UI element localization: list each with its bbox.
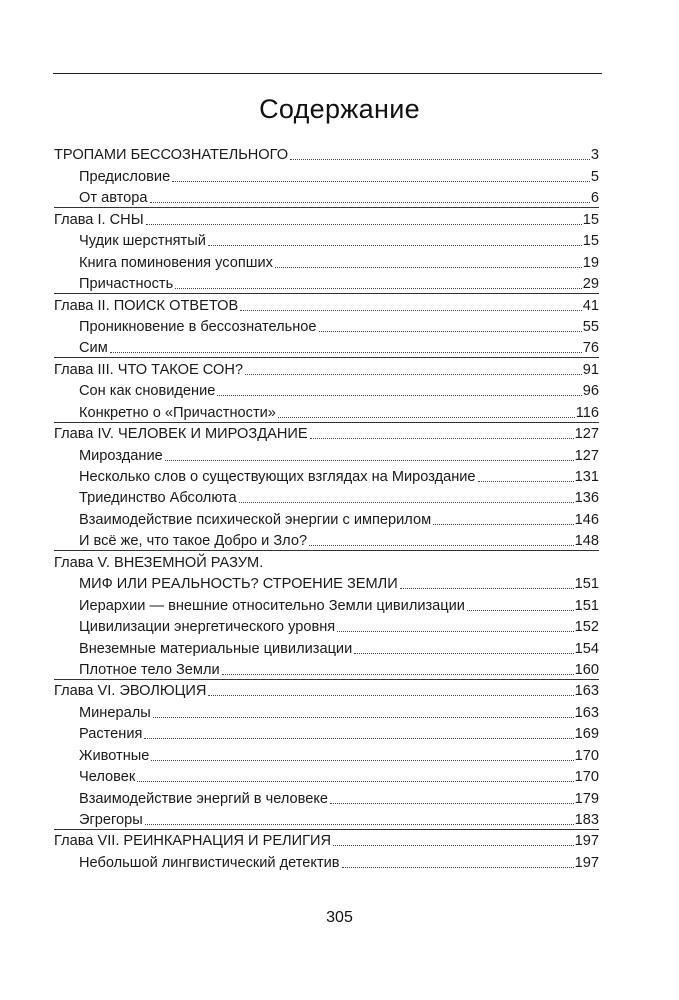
toc-entry-page: 170	[574, 747, 599, 764]
toc-entry-title: Внеземные материальные цивилизации	[79, 640, 353, 657]
toc-entry-page: 197	[574, 854, 599, 871]
dot-leader	[310, 438, 574, 439]
toc-entry-page: 146	[574, 511, 599, 528]
toc-entry-page: 15	[582, 233, 599, 250]
toc-chapter-entry[interactable]	[54, 550, 599, 571]
toc-section-entry[interactable]	[54, 400, 599, 422]
dot-leader	[175, 288, 582, 289]
toc-entry-title: От автора	[79, 190, 148, 207]
toc-section-entry[interactable]	[54, 593, 599, 614]
toc-entry-page: 91	[582, 361, 599, 378]
toc-entry-page: 41	[582, 297, 599, 314]
toc-entry-title: Цивилизации энергетического уровня	[79, 619, 336, 636]
toc-entry-title: И всё же, что такое Добро и Зло?	[79, 533, 308, 550]
toc-section-entry[interactable]	[54, 465, 599, 486]
toc-section-entry[interactable]	[54, 379, 599, 400]
toc-entry-page: 183	[574, 812, 599, 828]
dot-leader	[467, 610, 574, 611]
toc-section-entry[interactable]	[54, 443, 599, 464]
toc-entry-title: Глава IV. ЧЕЛОВЕК И МИРОЗДАНИЕ	[54, 426, 308, 443]
toc-entry-page: 152	[574, 619, 599, 636]
dot-leader	[208, 695, 573, 696]
toc-chapter-entry[interactable]	[54, 143, 599, 164]
toc-chapter-entry[interactable]	[54, 679, 599, 700]
toc-chapter-entry[interactable]	[54, 829, 599, 850]
toc-entry-page: 170	[574, 769, 599, 786]
toc-section-entry[interactable]	[54, 507, 599, 528]
toc-entry-title: Растения	[79, 726, 143, 743]
toc-entry-title: Проникновение в бессознательное	[79, 318, 317, 335]
dot-leader	[290, 159, 590, 160]
toc-section-entry[interactable]	[54, 658, 599, 680]
dot-leader	[309, 545, 574, 546]
toc-entry-title: Книга поминовения усопших	[79, 254, 273, 271]
dot-leader	[222, 674, 574, 675]
toc-entry-title: Эгрегоры	[79, 812, 143, 828]
dot-leader	[330, 803, 574, 804]
dot-leader	[217, 395, 581, 396]
toc-section-entry[interactable]	[54, 765, 599, 786]
toc-entry-page: 6	[590, 190, 599, 207]
toc-entry-title: Небольшой лингвистический детектив	[79, 854, 340, 871]
dot-leader	[275, 267, 582, 268]
toc-chapter-entry[interactable]	[54, 207, 599, 228]
toc-section-entry[interactable]	[54, 486, 599, 507]
toc-entry-page: 19	[582, 254, 599, 271]
dot-leader	[319, 331, 582, 332]
toc-entry-page: 160	[574, 661, 599, 678]
toc-entry-title: Мироздание	[79, 447, 163, 464]
toc-entry-title: Плотное тело Земли	[79, 661, 220, 678]
dot-leader	[137, 781, 573, 782]
toc-section-entry[interactable]	[54, 315, 599, 336]
toc-section-entry[interactable]	[54, 572, 599, 593]
page-number: 305	[326, 909, 353, 926]
dot-leader	[245, 374, 582, 375]
toc-entry-title: ТРОПАМИ БЕССОЗНАТЕЛЬНОГО	[54, 147, 289, 164]
toc-entry-title: Взаимодействие энергий в человеке	[79, 790, 328, 807]
toc-section-entry[interactable]	[54, 529, 599, 551]
toc-entry-title: Конкретно о «Причастности»	[79, 404, 276, 421]
dot-leader	[144, 738, 573, 739]
toc-entry-title: Животные	[79, 747, 150, 764]
header-rule	[53, 73, 602, 74]
dot-leader	[146, 224, 582, 225]
toc-chapter-entry[interactable]	[54, 357, 599, 378]
dot-leader	[208, 245, 582, 246]
toc-section-entry[interactable]	[54, 743, 599, 764]
toc-entry-page: 154	[574, 640, 599, 657]
toc-entry-title: Глава II. ПОИСК ОТВЕТОВ	[54, 297, 239, 314]
toc-entry-page: 197	[574, 833, 599, 850]
dot-leader	[240, 310, 582, 311]
toc-entry-page: 15	[582, 211, 599, 228]
toc-section-entry[interactable]	[54, 336, 599, 358]
toc-section-entry[interactable]	[54, 272, 599, 294]
toc-section-entry[interactable]	[54, 250, 599, 271]
dot-leader	[400, 588, 574, 589]
toc-entry-page: 5	[590, 168, 599, 185]
toc-entry-page: 96	[582, 383, 599, 400]
toc-entry-title: Минералы	[79, 704, 151, 721]
toc-section-entry[interactable]	[54, 229, 599, 250]
toc-section-entry[interactable]	[54, 615, 599, 636]
toc-entry-title: Причастность	[79, 276, 174, 293]
toc-entry-title: Глава VI. ЭВОЛЮЦИЯ	[54, 683, 207, 700]
toc-entry-title: Глава VII. РЕИНКАРНАЦИЯ И РЕЛИГИЯ	[54, 833, 332, 850]
toc-entry-page: 55	[582, 318, 599, 335]
toc-entry-title: МИФ ИЛИ РЕАЛЬНОСТЬ? СТРОЕНИЕ ЗЕМЛИ	[79, 576, 398, 593]
toc-entry-page: 127	[574, 426, 599, 443]
dot-leader	[337, 631, 573, 632]
toc-section-entry[interactable]	[54, 850, 599, 871]
toc-entry-title: Глава III. ЧТО ТАКОЕ СОН?	[54, 361, 244, 378]
dot-leader	[172, 181, 590, 182]
toc-entry-page: 29	[582, 276, 599, 293]
dot-leader	[150, 202, 590, 203]
toc-entry-title: Триединство Абсолюта	[79, 490, 237, 507]
toc-section-entry[interactable]	[54, 722, 599, 743]
table-of-contents	[54, 143, 599, 872]
toc-section-entry[interactable]	[54, 636, 599, 657]
toc-entry-title: Глава I. СНЫ	[54, 211, 144, 228]
toc-section-entry[interactable]	[54, 700, 599, 721]
toc-entry-page: 151	[574, 597, 599, 614]
dot-leader	[153, 717, 574, 718]
dot-leader	[145, 824, 574, 825]
dot-leader	[333, 845, 574, 846]
toc-entry-page: 3	[590, 147, 599, 164]
toc-entry-page: 127	[574, 447, 599, 464]
toc-entry-page: 151	[574, 576, 599, 593]
toc-entry-page: 163	[574, 704, 599, 721]
dot-leader	[342, 867, 574, 868]
toc-entry-title: Взаимодействие психической энергии с империлом	[79, 511, 432, 528]
dot-leader	[165, 460, 574, 461]
toc-entry-page: 76	[582, 340, 599, 357]
toc-entry-page: 169	[574, 726, 599, 743]
toc-entry-title: Глава V. ВНЕЗЕМНОЙ РАЗУМ.	[54, 554, 264, 571]
toc-entry-title: Иерархии — внешние относительно Земли цивилизации	[79, 597, 465, 614]
toc-entry-page: 179	[574, 790, 599, 807]
toc-entry-title: Чудик шерстнятый	[79, 233, 206, 250]
toc-section-entry[interactable]	[54, 164, 599, 185]
dot-leader	[433, 524, 574, 525]
toc-entry-page: 163	[574, 683, 599, 700]
toc-entry-page: 136	[574, 490, 599, 507]
toc-entry-page: 148	[574, 533, 599, 550]
toc-entry-page: 116	[575, 404, 599, 421]
toc-section-entry[interactable]	[54, 808, 599, 830]
toc-chapter-entry[interactable]	[54, 293, 599, 314]
toc-entry-title: Сон как сновидение	[79, 383, 216, 400]
toc-entry-title: Человек	[79, 769, 136, 786]
toc-entry-page: 131	[574, 469, 599, 485]
toc-section-entry[interactable]	[54, 186, 599, 208]
toc-entry-title: Предисловие	[79, 168, 171, 185]
toc-entry-title: Несколько слов о существующих взглядах на Мироздание	[79, 469, 476, 485]
toc-entry-title: Сим	[79, 340, 108, 357]
dot-leader	[278, 417, 575, 418]
dot-leader	[151, 760, 573, 761]
dot-leader	[478, 481, 574, 482]
dot-leader	[239, 502, 574, 503]
page-title: Содержание	[259, 94, 420, 124]
toc-section-entry[interactable]	[54, 786, 599, 807]
toc-chapter-entry[interactable]	[54, 422, 599, 443]
dot-leader	[354, 653, 573, 654]
dot-leader	[110, 352, 582, 353]
